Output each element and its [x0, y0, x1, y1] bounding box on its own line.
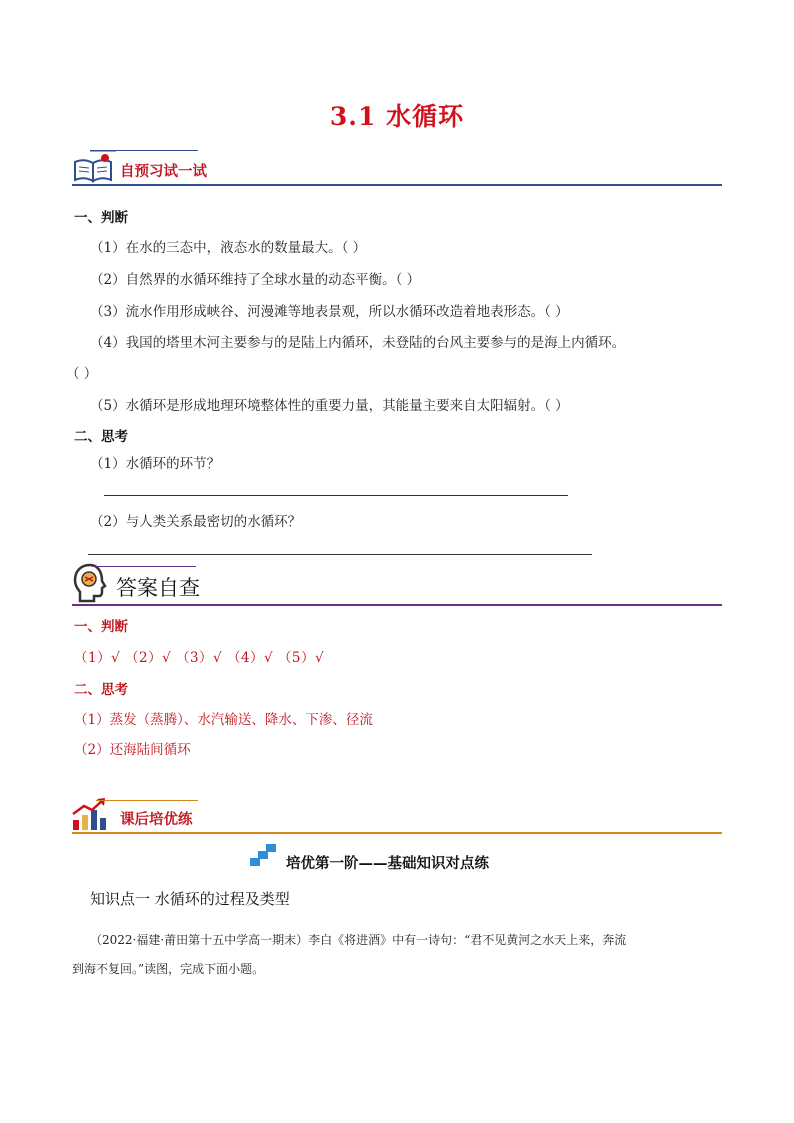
- section-title-answers: 答案自查: [116, 576, 200, 600]
- question-3: （3）流水作用形成峡谷、河漫滩等地表景观，所以水循环改造着地表形态。（ ）: [90, 304, 569, 320]
- heading-think: 二、思考: [74, 429, 128, 445]
- answers-judge-line: （1）√ （2）√ （3）√ （4）√ （5）√: [74, 650, 325, 666]
- section-title-preview: 自预习试一试: [120, 164, 207, 180]
- section-top-rule: [90, 150, 198, 151]
- head-icon: [72, 562, 108, 604]
- section-title-practice: 课后培优练: [120, 812, 193, 828]
- think-question-2: （2）与人类关系最密切的水循环？: [90, 514, 302, 530]
- question-2: （2）自然界的水循环维持了全球水量的动态平衡。（ ）: [90, 272, 421, 288]
- heading-judge: 一、判断: [74, 210, 128, 226]
- answer-think-1: （1）蒸发（蒸腾）、水汽输送、降水、下渗、径流: [74, 712, 373, 728]
- answer-think-2: （2）还海陆间循环: [74, 742, 191, 758]
- question-5: （5）水循环是形成地理环境整体性的重要力量，其能量主要来自太阳辐射。（ ）: [90, 398, 569, 414]
- section-rule-practice: [72, 832, 722, 834]
- level-title: 培优第一阶——基础知识对点练: [286, 856, 489, 872]
- answer-line-2: [88, 554, 592, 555]
- intro-line-2: 到海不复回。”读图，完成下面小题。: [72, 962, 265, 976]
- knowledge-point-title: 知识点一 水循环的过程及类型: [90, 890, 290, 908]
- question-4: （4）我国的塔里木河主要参与的是陆上内循环，未登陆的台风主要参与的是海上内循环。: [90, 335, 626, 351]
- section-rule-answers: [72, 604, 722, 606]
- think-question-1: （1）水循环的环节？: [90, 456, 221, 472]
- stairs-icon: [250, 842, 282, 868]
- question-1: （1）在水的三态中，液态水的数量最大。（ ）: [90, 240, 367, 256]
- answer-line-1: [104, 495, 568, 496]
- section-top-rule-answers: [92, 566, 196, 567]
- section-top-rule-practice: [96, 800, 198, 801]
- growth-chart-icon: [70, 796, 110, 832]
- page-title: 3.1 水循环: [329, 102, 465, 131]
- book-icon: [72, 150, 116, 186]
- section-rule-preview: [72, 184, 722, 186]
- intro-line-1: （2022·福建·莆田第十五中学高一期末）李白《将进酒》中有一诗句：“君不见黄河之水天上来，奔流: [90, 933, 627, 947]
- answers-heading-think: 二、思考: [74, 682, 128, 698]
- answers-heading-judge: 一、判断: [74, 619, 128, 635]
- question-4-bracket: （ ）: [66, 366, 98, 382]
